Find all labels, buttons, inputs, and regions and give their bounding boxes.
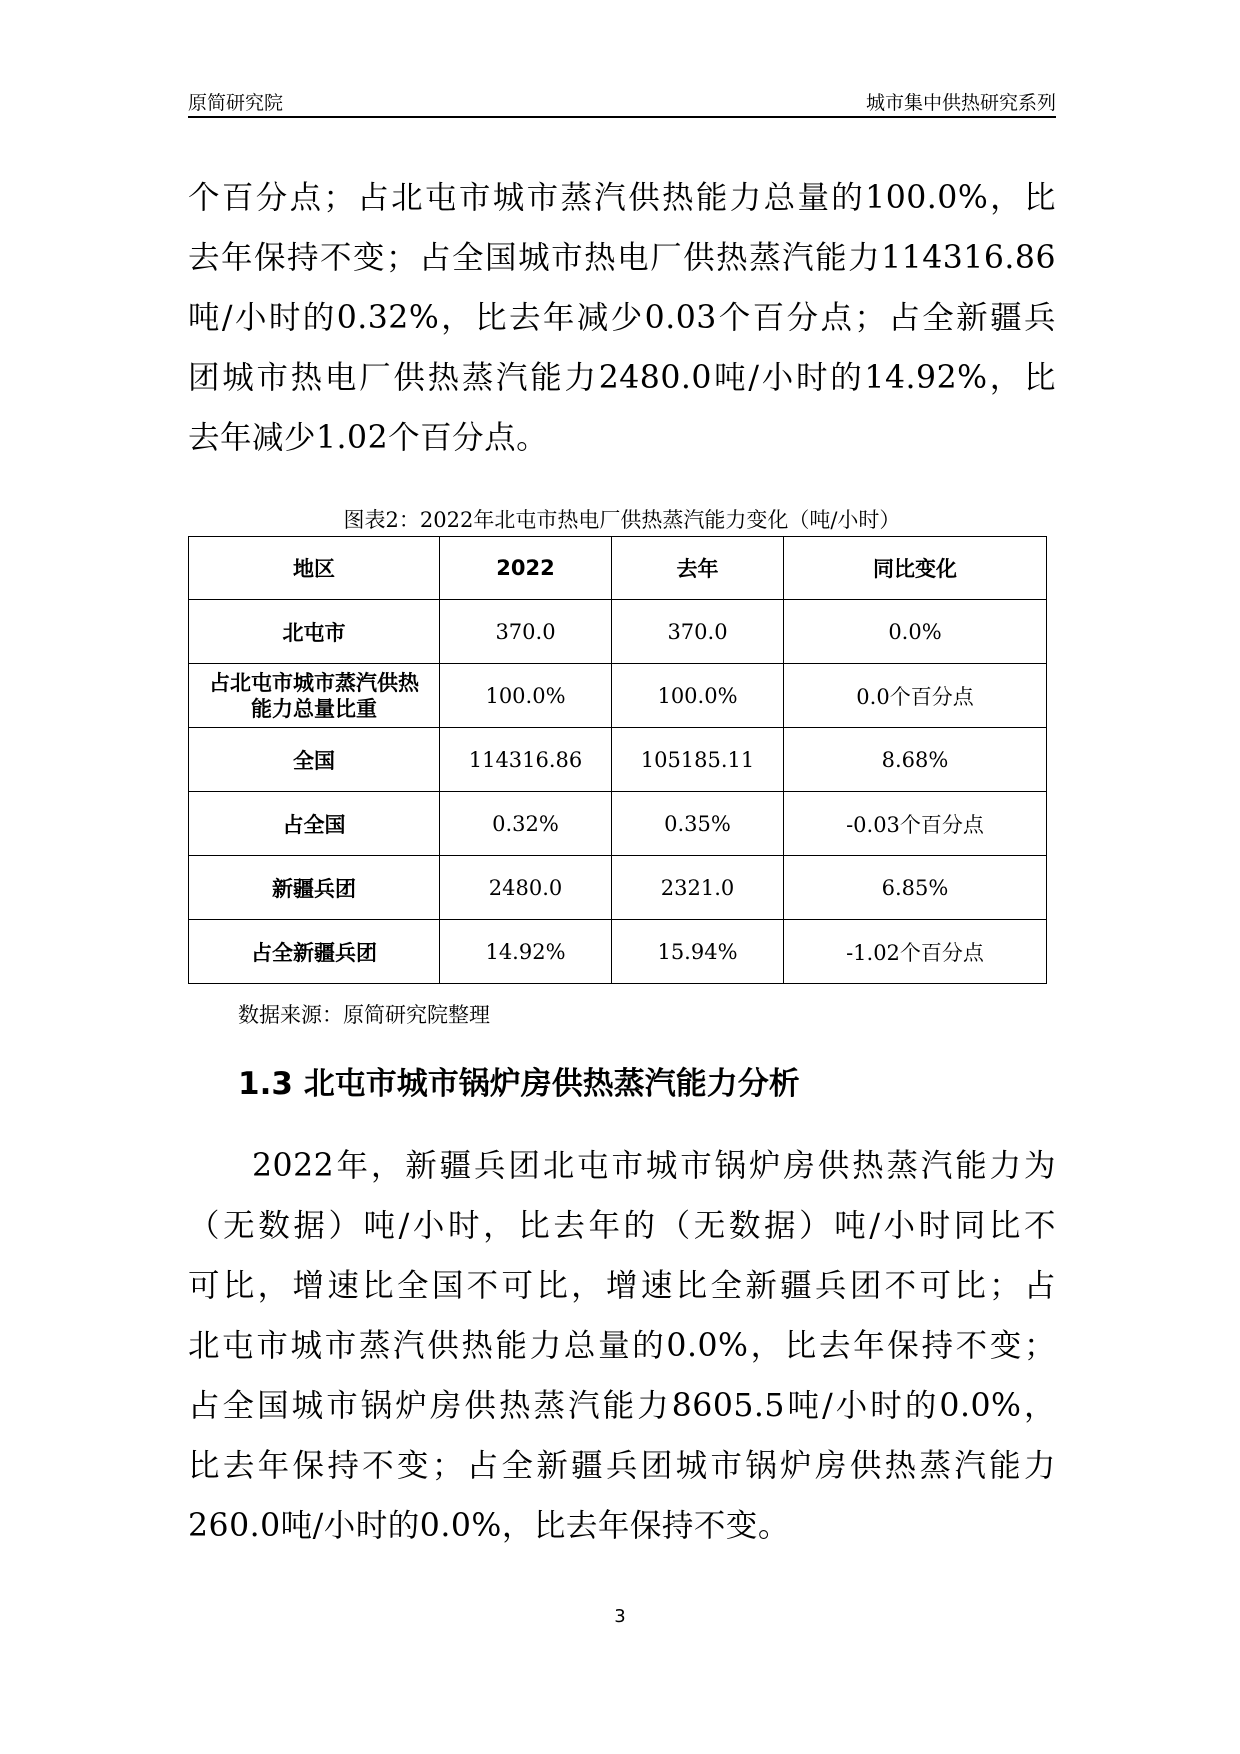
cell-last-year: 0.35% — [612, 792, 784, 856]
page-header — [188, 86, 1056, 118]
table-row — [189, 920, 1047, 984]
paragraph-line: 比去年保持不变；占全新疆兵团城市锅炉房供热蒸汽能力 — [188, 1448, 1056, 1484]
table-source-note: 数据来源：原简研究院整理 — [238, 1003, 490, 1027]
header-cell-2022: 2022 — [440, 537, 612, 600]
header-series-title: 城市集中供热研究系列 — [865, 92, 1056, 114]
cell-change: 6.85% — [784, 856, 1047, 920]
row-label: 占全国 — [189, 792, 440, 856]
table-row — [189, 856, 1047, 920]
row-label: 全国 — [189, 728, 440, 792]
row-label-line2: 能力总量比重 — [251, 696, 377, 721]
cell-2022: 100.0% — [440, 664, 612, 728]
paragraph-line: 260.0吨/小时的0.0%，比去年保持不变。 — [188, 1508, 790, 1544]
paragraph-line: 吨/小时的0.32%，比去年减少0.03个百分点；占全新疆兵 — [188, 300, 1056, 336]
paragraph-thermal-plant-share — [188, 168, 1056, 468]
paragraph-boiler-room-capacity — [188, 1136, 1056, 1556]
paragraph-line: 占全国城市锅炉房供热蒸汽能力8605.5吨/小时的0.0%， — [188, 1388, 1056, 1424]
header-org-name: 原简研究院 — [188, 92, 284, 114]
cell-change: -1.02个百分点 — [784, 920, 1047, 984]
table-row — [189, 664, 1047, 728]
paragraph-line: 团城市热电厂供热蒸汽能力2480.0吨/小时的14.92%，比 — [188, 360, 1056, 396]
cell-2022: 14.92% — [440, 920, 612, 984]
row-label: 北屯市 — [189, 600, 440, 664]
row-label: 占全新疆兵团 — [189, 920, 440, 984]
row-label-line1: 占北屯市城市蒸汽供热 — [209, 670, 419, 695]
header-cell-last-year: 去年 — [612, 537, 784, 600]
cell-change: 0.0个百分点 — [784, 664, 1047, 728]
row-label-wrap — [209, 670, 419, 722]
table-caption: 图表2：2022年北屯市热电厂供热蒸汽能力变化（吨/小时） — [343, 508, 901, 532]
cell-last-year: 370.0 — [612, 600, 784, 664]
paragraph-line: 个百分点；占北屯市城市蒸汽供热能力总量的100.0%，比 — [188, 180, 1056, 216]
table-row — [189, 600, 1047, 664]
paragraph-line: （无数据）吨/小时，比去年的（无数据）吨/小时同比不 — [188, 1208, 1056, 1244]
cell-last-year: 100.0% — [612, 664, 784, 728]
cell-change: 0.0% — [784, 600, 1047, 664]
paragraph-line: 北屯市城市蒸汽供热能力总量的0.0%，比去年保持不变； — [188, 1328, 1056, 1364]
cell-2022: 2480.0 — [440, 856, 612, 920]
paragraph-line: 可比，增速比全国不可比，增速比全新疆兵团不可比；占 — [188, 1268, 1056, 1304]
cell-2022: 114316.86 — [440, 728, 612, 792]
table-header-row — [189, 537, 1047, 600]
section-heading: 1.3 北屯市城市锅炉房供热蒸汽能力分析 — [238, 1066, 800, 1102]
page-number: 3 — [614, 1606, 626, 1627]
cell-last-year: 105185.11 — [612, 728, 784, 792]
header-cell-yoy-change: 同比变化 — [784, 537, 1047, 600]
cell-2022: 0.32% — [440, 792, 612, 856]
cell-2022: 370.0 — [440, 600, 612, 664]
paragraph-line: 去年减少1.02个百分点。 — [188, 420, 549, 456]
row-label — [189, 664, 440, 728]
header-cell-region: 地区 — [189, 537, 440, 600]
row-label: 新疆兵团 — [189, 856, 440, 920]
table-row — [189, 728, 1047, 792]
paragraph-line: 2022年，新疆兵团北屯市城市锅炉房供热蒸汽能力为 — [252, 1148, 1056, 1184]
cell-last-year: 2321.0 — [612, 856, 784, 920]
table-row — [189, 792, 1047, 856]
paragraph-line: 去年保持不变；占全国城市热电厂供热蒸汽能力114316.86 — [188, 240, 1056, 276]
cell-change: -0.03个百分点 — [784, 792, 1047, 856]
cell-change: 8.68% — [784, 728, 1047, 792]
steam-capacity-table — [188, 536, 1047, 984]
cell-last-year: 15.94% — [612, 920, 784, 984]
